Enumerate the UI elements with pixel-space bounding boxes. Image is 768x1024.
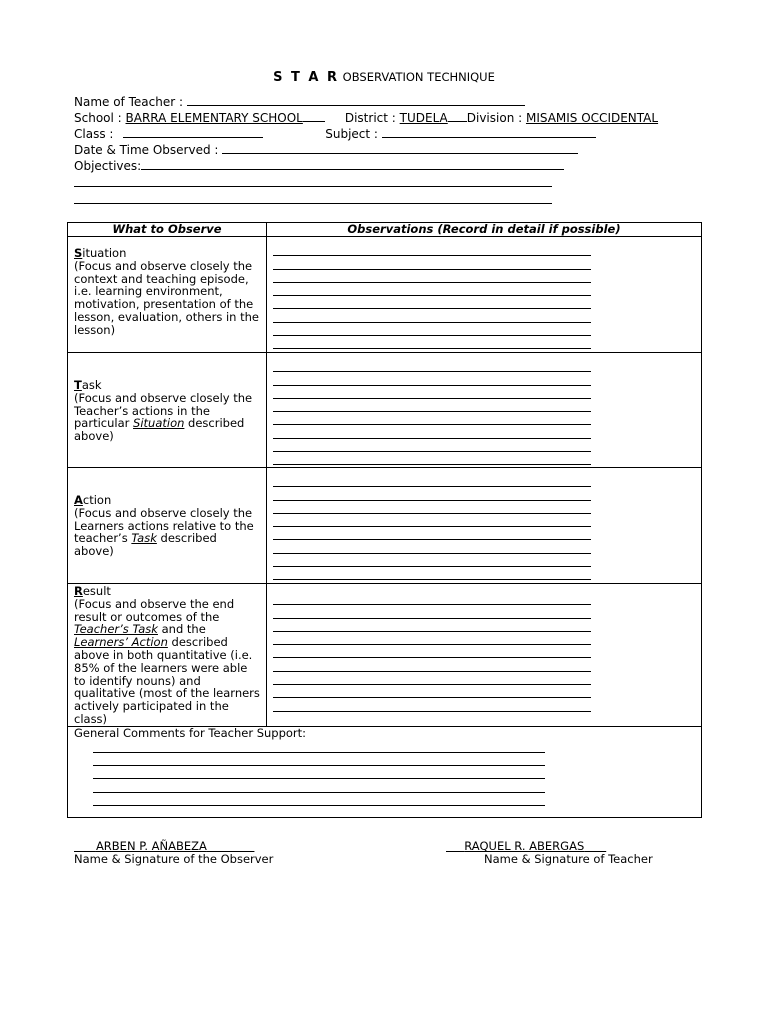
general-comments-lines[interactable] [74,740,695,806]
result-row [68,584,702,727]
school-trailing-blank [303,110,325,122]
observer-signature-label: Name & Signature of the Observer [74,852,274,866]
objectives-row [74,158,564,173]
table-header-row [68,223,702,237]
observer-name-lead [74,839,96,853]
class-blank[interactable] [123,126,263,138]
teacher-signature-label: Name & Signature of Teacher [484,852,653,866]
task-observation-lines[interactable] [267,353,701,465]
task-initial: T [74,378,82,392]
task-text-emphasis: Situation [133,416,185,431]
what-to-observe-header: What to Observe [68,223,267,237]
subject-label: Subject : [325,127,382,141]
result-word: esult [82,584,111,598]
teacher-name-lead [446,839,464,853]
task-description [68,353,266,443]
observer-name: ARBEN P. AÑABEZA [95,839,207,853]
result-text-mid: and the [157,622,206,637]
general-comments [68,727,701,817]
situation-initial: S [74,246,83,260]
result-text-emphasis-2: Learners’ Action [74,635,168,650]
district-value: TUDELA [399,111,448,125]
title-rest: OBSERVATION TECHNIQUE [339,70,495,84]
task-row [68,353,702,468]
division-label: Division : [466,111,526,125]
objectives-blank[interactable] [141,158,564,170]
objectives-label: Objectives: [74,159,142,173]
task-word: ask [81,378,102,392]
datetime-label: Date & Time Observed : [74,143,223,157]
title-acronym: S T A R [273,70,340,85]
situation-text: (Focus and observe closely the context and teaching episode, i.e. learning environment, motivation, presentation of the lesson, evaluation, others in the lesson) [74,258,259,337]
district-trailing-blank [448,110,467,122]
form-title [0,70,768,85]
teacher-name-label: Name of Teacher : [74,95,187,109]
district-label: District : [344,111,400,125]
general-comments-label: General Comments for Teacher Support: [74,725,307,740]
result-text-b: described above in both quantitative (i.e. 85% of the learners were able to identify nouns) and qualitative (most of the learners actively participated in the class) [74,635,260,726]
teacher-name-trail [584,839,606,853]
result-description [68,584,266,726]
teacher-name-row [74,94,525,109]
situation-word: ituation [82,246,127,260]
teacher-name-blank[interactable] [187,94,525,106]
action-observation-lines[interactable] [267,468,701,580]
datetime-blank[interactable] [222,142,578,154]
situation-row [68,237,702,353]
datetime-row [74,142,578,157]
school-value: BARRA ELEMENTARY SCHOOL [125,111,303,125]
star-observation-table [67,222,702,818]
objectives-line-2[interactable] [74,186,552,187]
action-row [68,468,702,584]
result-observation-lines[interactable] [267,584,701,712]
class-subject-row [74,126,596,141]
subject-blank[interactable] [382,126,596,138]
result-initial: R [74,584,83,598]
action-initial: A [74,493,83,507]
situation-description [68,237,266,337]
action-description [68,468,266,558]
teacher-name: RAQUEL R. ABERGAS [464,839,585,853]
task-text-a: (Focus and observe closely the Teacher’s actions in the particular [74,390,253,431]
result-text-emphasis-1: Teacher’s Task [74,622,158,637]
school-label: School : [74,111,126,125]
observer-name-trail [207,839,255,853]
action-text-a: (Focus and observe closely the Learners actions relative to the teacher’s [74,505,254,546]
class-label: Class : [74,127,118,141]
task-text-b: described above) [74,416,245,444]
objectives-line-3[interactable] [74,203,552,204]
action-word: ction [82,493,112,507]
comments-row [68,726,702,817]
action-text-emphasis: Task [131,531,157,546]
observations-header: Observations (Record in detail if possible) [267,223,702,237]
action-text-b: described above) [74,531,217,559]
division-value: MISAMIS OCCIDENTAL [525,111,659,125]
result-text-a: (Focus and observe the end result or outcomes of the [74,596,235,624]
school-row [74,110,658,125]
situation-observation-lines[interactable] [267,237,701,349]
